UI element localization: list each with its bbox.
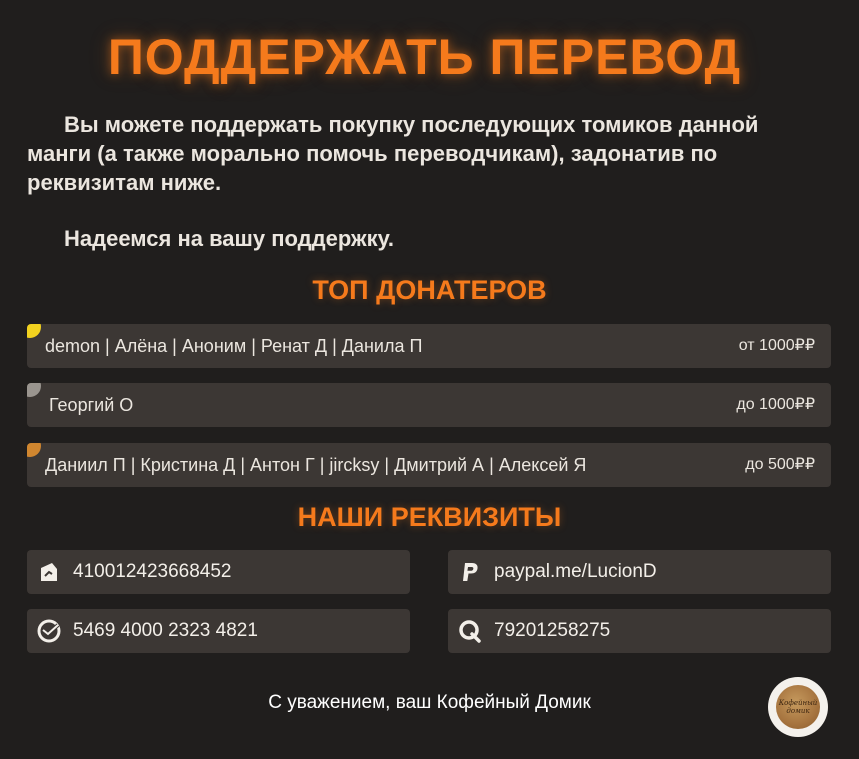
bronze-tier-icon bbox=[27, 443, 41, 457]
intro-text bbox=[27, 110, 827, 253]
yoomoney-number[interactable]: 410012423668452 bbox=[73, 561, 232, 582]
donor-tier-gold bbox=[27, 324, 831, 368]
sberbank-card-number[interactable]: 5469 4000 2323 4821 bbox=[73, 620, 258, 641]
sberbank-icon bbox=[37, 619, 61, 643]
qiwi-number[interactable]: 79201258275 bbox=[494, 620, 611, 641]
donor-names: Даниил П | Кристина Д | Антон Г | jircksy | Дмитрий А | Алексей Я bbox=[45, 455, 587, 475]
intro-paragraph-1: Вы можете поддержать покупку последующих томиков данной манги (а также морально помочь переводчикам), задонатив по реквизитам ниже. bbox=[27, 112, 759, 195]
donor-tier-silver bbox=[27, 383, 831, 427]
page-title: ПОДДЕРЖАТЬ ПЕРЕВОД bbox=[107, 29, 742, 85]
donor-amount: до 1000₽₽ bbox=[736, 396, 815, 413]
paypal-link[interactable]: paypal.me/LucionD bbox=[494, 561, 657, 582]
yoomoney-icon bbox=[37, 560, 61, 584]
requisites-heading: НАШИ РЕКВИЗИТЫ bbox=[297, 502, 562, 532]
requisite-yoomoney[interactable] bbox=[27, 550, 410, 594]
coffee-house-logo bbox=[768, 677, 828, 737]
donor-amount: до 500₽₽ bbox=[745, 456, 815, 473]
requisite-sberbank[interactable] bbox=[27, 609, 410, 653]
silver-tier-icon bbox=[27, 383, 41, 397]
coffee-cup-icon bbox=[776, 685, 820, 729]
paypal-icon bbox=[458, 560, 482, 584]
gold-tier-icon bbox=[27, 324, 41, 338]
requisite-qiwi[interactable] bbox=[448, 609, 831, 653]
top-donors-heading: ТОП ДОНАТЕРОВ bbox=[312, 275, 547, 305]
donor-names: Георгий О bbox=[49, 395, 134, 415]
donor-amount: от 1000₽₽ bbox=[738, 337, 815, 354]
logo-text: Кофейный домик bbox=[778, 699, 818, 715]
donor-names: demon | Алёна | Аноним | Ренат Д | Данила П bbox=[45, 336, 423, 356]
qiwi-icon bbox=[458, 619, 482, 643]
intro-paragraph-2: Надеемся на вашу поддержку. bbox=[64, 226, 394, 251]
donor-tier-bronze bbox=[27, 443, 831, 487]
signature-text: С уважением, ваш Кофейный Домик bbox=[268, 692, 591, 713]
requisite-paypal[interactable] bbox=[448, 550, 831, 594]
